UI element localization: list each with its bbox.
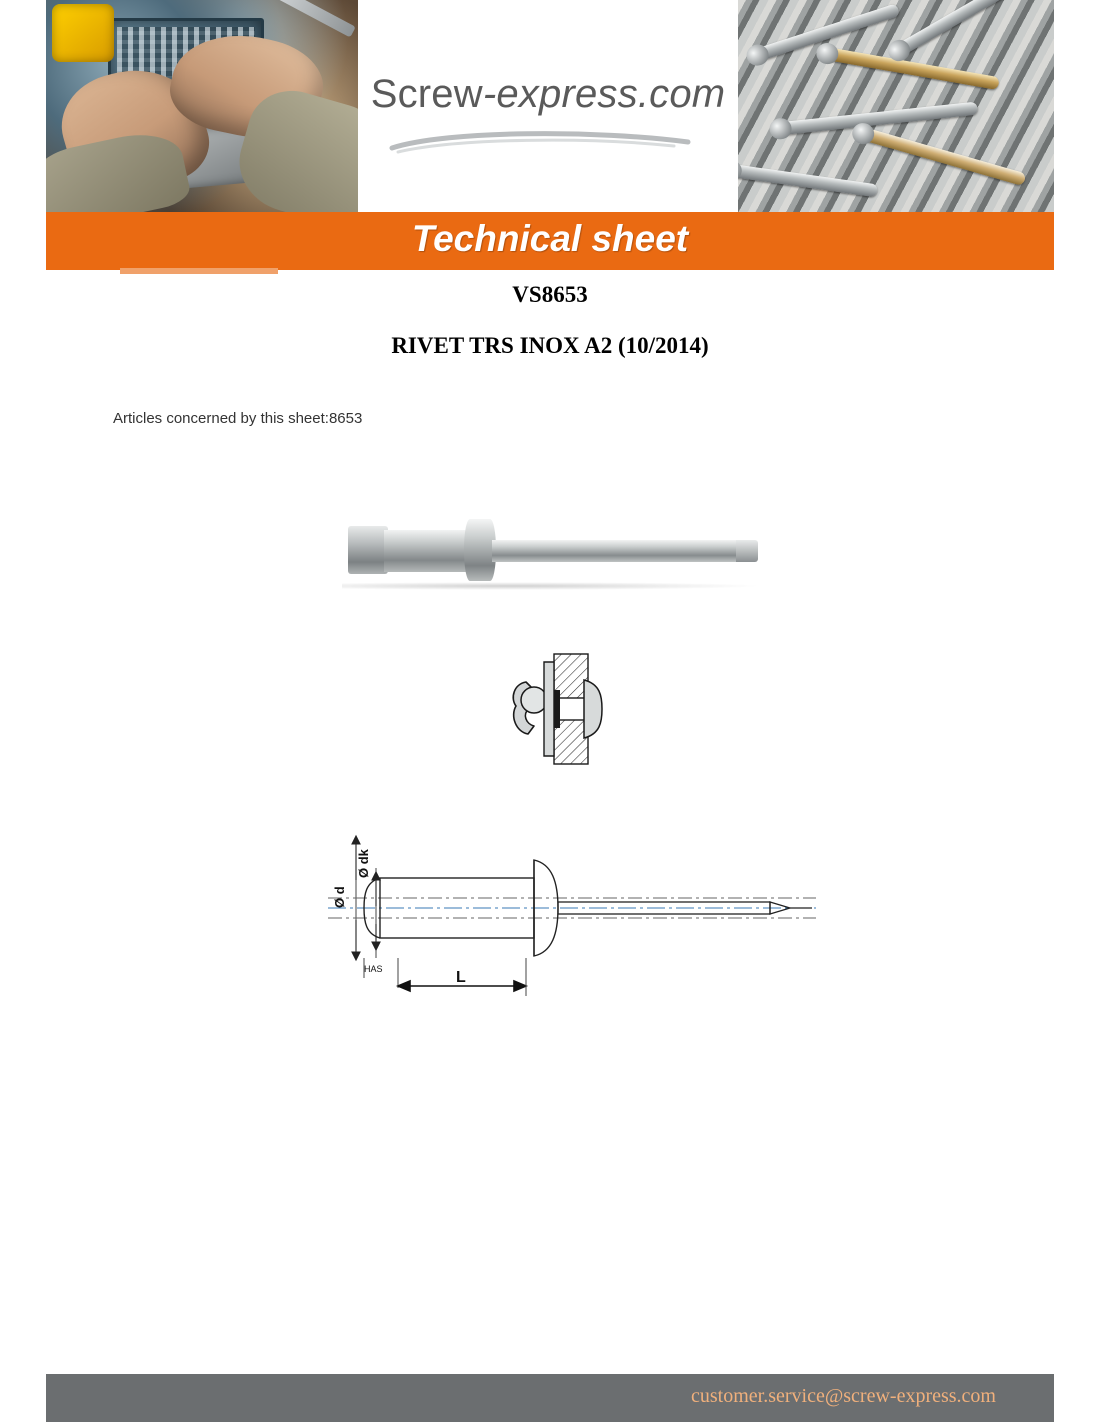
rivet-photo-body — [384, 530, 470, 572]
page-title: RIVET TRS INOX A2 (10/2014) — [391, 333, 709, 358]
rivet-product-photo — [340, 500, 770, 600]
site-logo — [371, 72, 726, 117]
articles-concerned-text: Articles concerned by this sheet:8653 — [113, 410, 363, 427]
rivet-dimension-drawing — [320, 820, 820, 1030]
label-diameter-d: Ø d — [332, 886, 347, 908]
page-header — [46, 0, 1054, 212]
label-diameter-dk: Ø dk — [356, 849, 371, 878]
page-footer — [46, 1374, 1054, 1422]
screw-item — [860, 127, 1027, 186]
rivet-photo-head — [348, 526, 388, 574]
screw-item — [824, 47, 1000, 90]
logo-area — [358, 0, 738, 212]
screws-photo — [738, 0, 1054, 212]
page-margin-left — [0, 0, 46, 1422]
screw-item — [894, 0, 1022, 57]
screw-item — [738, 164, 878, 198]
rivet-photo-mandrel — [492, 540, 744, 562]
workbench-photo — [46, 0, 358, 212]
rivet-set-cross-section — [496, 640, 616, 780]
logo-accent-text: -express.com — [482, 72, 726, 116]
banner-title: Technical sheet — [411, 218, 689, 259]
rivet-photo-shadow — [342, 582, 762, 590]
banner-accent-tab — [120, 268, 278, 274]
tape-measure — [52, 4, 114, 62]
footer-email[interactable]: customer.service@screw-express.com — [691, 1385, 996, 1407]
technical-sheet-banner — [46, 212, 1054, 270]
logo-main-text: Screw — [370, 72, 483, 116]
page-margin-right — [1054, 0, 1100, 1422]
rivet-photo-tip — [736, 540, 758, 562]
document-code: VS8653 — [512, 282, 588, 307]
label-grip: HAS — [364, 964, 383, 974]
label-length: L — [456, 969, 466, 986]
logo-swoosh-icon — [388, 128, 708, 154]
screwdriver — [274, 0, 356, 37]
